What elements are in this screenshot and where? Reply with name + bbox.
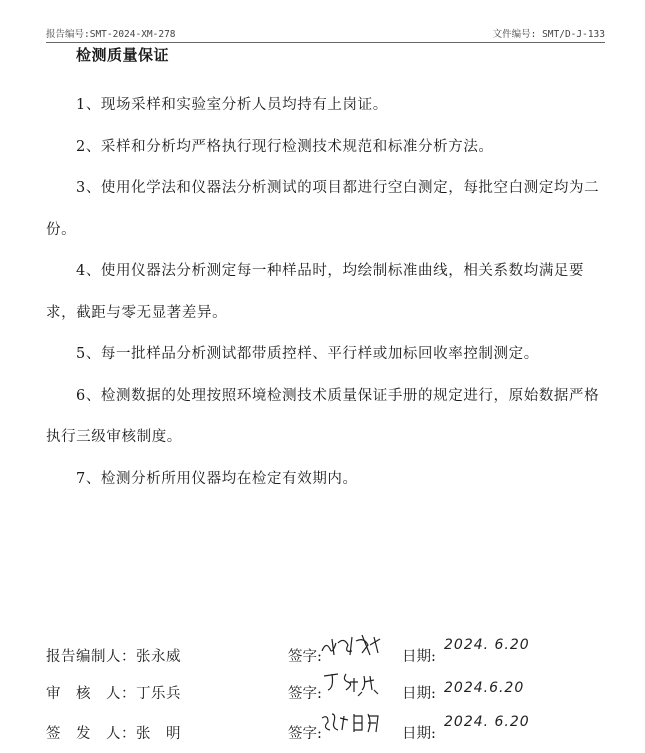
preparer-label: 报告编制人：张永威 [46,649,181,665]
handwritten-date: 2024.6.20 [444,680,525,696]
file-number: 文件编号: SMT/D-J-133 [492,29,605,40]
issuer-label: 签 发 人：张 明 [46,726,181,742]
handwritten-signature-icon [318,708,388,738]
report-number: 报告编号:SMT-2024-XM-278 [46,29,176,40]
handwritten-signature-icon [318,631,388,661]
page-title: 检测质量保证 [76,46,170,64]
date-field [402,714,530,743]
sign-field [288,682,322,703]
sign-label: 签字: [288,726,322,742]
date-field [402,680,525,703]
sign-label: 签字: [288,686,322,702]
list-item: 4、使用仪器法分析测定每一种样品时，均绘制标准曲线，相关系数均满足要求，截距与零无显著差异。 [46,263,585,321]
date-label: 日期: [402,649,436,665]
header-rule [46,42,605,43]
sign-field [288,645,322,666]
list-item: 1、现场采样和实验室分析人员均持有上岗证。 [76,97,388,113]
date-label: 日期: [402,686,436,702]
reviewer-label: 审 核 人：丁乐兵 [46,686,181,702]
handwritten-date: 2024. 6.20 [444,714,530,730]
sign-label: 签字: [288,649,322,665]
date-label: 日期: [402,726,436,742]
list-item: 6、检测数据的处理按照环境检测技术质量保证手册的规定进行，原始数据严格执行三级审核制度。 [46,387,600,445]
date-field [402,637,530,666]
page-header [46,26,605,42]
list-item: 7、检测分析所用仪器均在检定有效期内。 [76,470,358,487]
list-item: 3、使用化学法和仪器法分析测试的项目都进行空白测定，每批空白测定均为二份。 [46,180,600,238]
handwritten-signature-icon [318,668,388,698]
list-item: 5、每一批样品分析测试都带质控样、平行样或加标回收率控制测定。 [76,346,539,362]
list-item: 2、采样和分析均严格执行现行检测技术规范和标准分析方法。 [76,138,494,155]
sign-field [288,722,322,743]
quality-assurance-list [46,85,606,500]
signature-row-issuer [46,714,606,752]
handwritten-date: 2024. 6.20 [444,637,530,653]
